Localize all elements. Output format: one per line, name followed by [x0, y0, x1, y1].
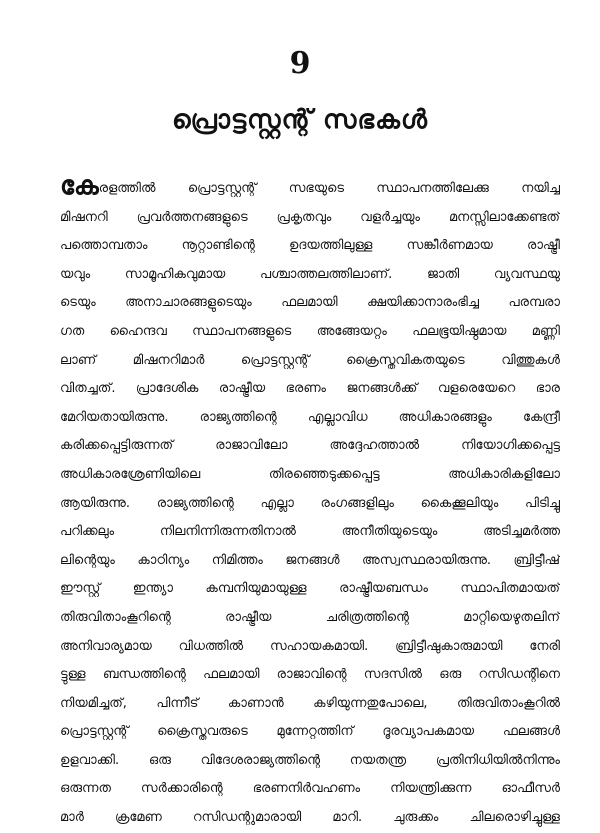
- text-line: മിഷനറി പ്രവർത്തനങ്ങളുടെ പ്രകൃതവും വളർച്ചയും മനസ്സിലാക്കേണ്ടത്: [60, 209, 560, 225]
- text-line-1-rest: രളത്തിൽ പ്രൊട്ടസ്റ്റന്റ് സഭയുടെ സ്ഥാപനത്തിലേക്കു നയിച്ച: [98, 181, 560, 196]
- text-line: ആയിരുന്നു. രാജ്യത്തിന്റെ എല്ലാ രംഗങ്ങളിലും കൈക്കൂലിയും പിടിച്ചു: [60, 495, 560, 511]
- body-text: [60, 175, 560, 833]
- text-line: കരിക്കപ്പെട്ടിരുന്നത് രാജാവിലോ അദ്ദേഹത്താൽ നിയോഗിക്കപ്പെട്ട: [60, 438, 560, 454]
- text-line: ഒരുന്നത സർക്കാരിന്റെ ഭരണനിർവഹണം നിയന്ത്രിക്കുന്ന ഓഫീസർ: [60, 781, 560, 797]
- text-line: ഈസ്റ്റ് ഇന്ത്യാ കമ്പനിയുമായുള്ള രാഷ്ട്രീയബന്ധം സ്ഥാപിതമായത്: [60, 581, 560, 597]
- text-line: തിരുവിതാംകൂറിന്റെ രാഷ്ട്രീയ ചരിത്രത്തിന്റെ മാറ്റിയെഴുതലിന്: [60, 609, 560, 625]
- text-line-1: [60, 175, 560, 204]
- text-line: പറിക്കലും നിലനിന്നിരുന്നതിനാൽ അനീതിയുടെയും അടിച്ചമർത്ത: [60, 524, 560, 540]
- text-line: അനിവാര്യമായ വിധത്തിൽ സഹായകമായി. ബ്രിട്ടീഷുകാരുമായി നേരി: [60, 638, 560, 654]
- text-line: മാർ ക്രമേണ റസിഡന്റുമാരായി മാറി. ചുരുക്കം ചിലരൊഴിച്ചുള്ള: [60, 810, 560, 826]
- text-line: ലാണ് മിഷനറിമാർ പ്രൊട്ടസ്റ്റന്റ് ക്രൈസ്തവികതയുടെ വിത്തുകൾ: [60, 352, 560, 368]
- text-line: ടെയും അനാചാരങ്ങളുടെയും ഫലമായി ക്ഷയിക്കാനാരംഭിച്ച പരമ്പരാ: [60, 295, 560, 311]
- drop-cap: കേ: [60, 175, 99, 201]
- text-line: വിതച്ചത്. പ്രാദേശിക രാഷ്ട്രീയ ഭരണം ജനങ്ങൾക്ക് വളരെയേറെ ഭാര: [60, 381, 560, 397]
- text-line: മേറിയതായിരുന്നു. രാജ്യത്തിന്റെ എല്ലാവിധ അധികാരങ്ങളും കേന്ദ്രീ: [60, 409, 560, 425]
- text-line: നിയമിച്ചത്, പിന്നീട് കാണാൻ കഴിയുന്നതുപോലെ, തിരുവിതാംകൂറിൽ: [60, 695, 560, 711]
- text-line: പ്രൊട്ടസ്റ്റന്റ് ക്രൈസ്തവരുടെ മുന്നേറ്റത്തിന് ദൂരവ്യാപകമായ ഫലങ്ങൾ: [60, 724, 560, 740]
- chapter-number: 9: [289, 46, 311, 81]
- text-line: യവും സാമൂഹികവുമായ പശ്ചാത്തലത്തിലാണ്. ജാതി വ്യവസ്ഥയു: [60, 266, 560, 282]
- chapter-title: പ്രൊട്ടസ്റ്റന്റ് സഭകൾ: [171, 105, 429, 135]
- text-line: ട്ടുള്ള ബന്ധത്തിന്റെ ഫലമായി രാജാവിന്റെ സദസിൽ ഒരു റസിഡന്റിനെ: [60, 667, 560, 683]
- text-line: ലിന്റെയും കാഠിന്യം നിമിത്തം ജനങ്ങൾ അസ്വസ്ഥരായിരുന്നു. ബ്രിട്ടീഷ്: [60, 552, 560, 568]
- text-line: ഗത ഹൈന്ദവ സ്ഥാപനങ്ങളുടെ അങ്ങേയറ്റം ഫലഭൂയിഷ്ഠമായ മണ്ണി: [60, 323, 560, 339]
- text-line: പത്തൊമ്പതാം നൂറ്റാണ്ടിന്റെ ഉദയത്തിലുള്ള സങ്കീർണമായ രാഷ്ട്രീ: [60, 238, 560, 254]
- text-line: ഉളവാക്കി. ഒരു വിദേശരാജ്യത്തിന്റെ നയതന്ത്ര പ്രതിനിധിയിൽനിന്നും: [60, 752, 560, 768]
- text-line: അധികാരശ്രേണിയിലെ തിരഞ്ഞെടുക്കപ്പെട്ട അധികാരികളിലോ: [60, 466, 560, 482]
